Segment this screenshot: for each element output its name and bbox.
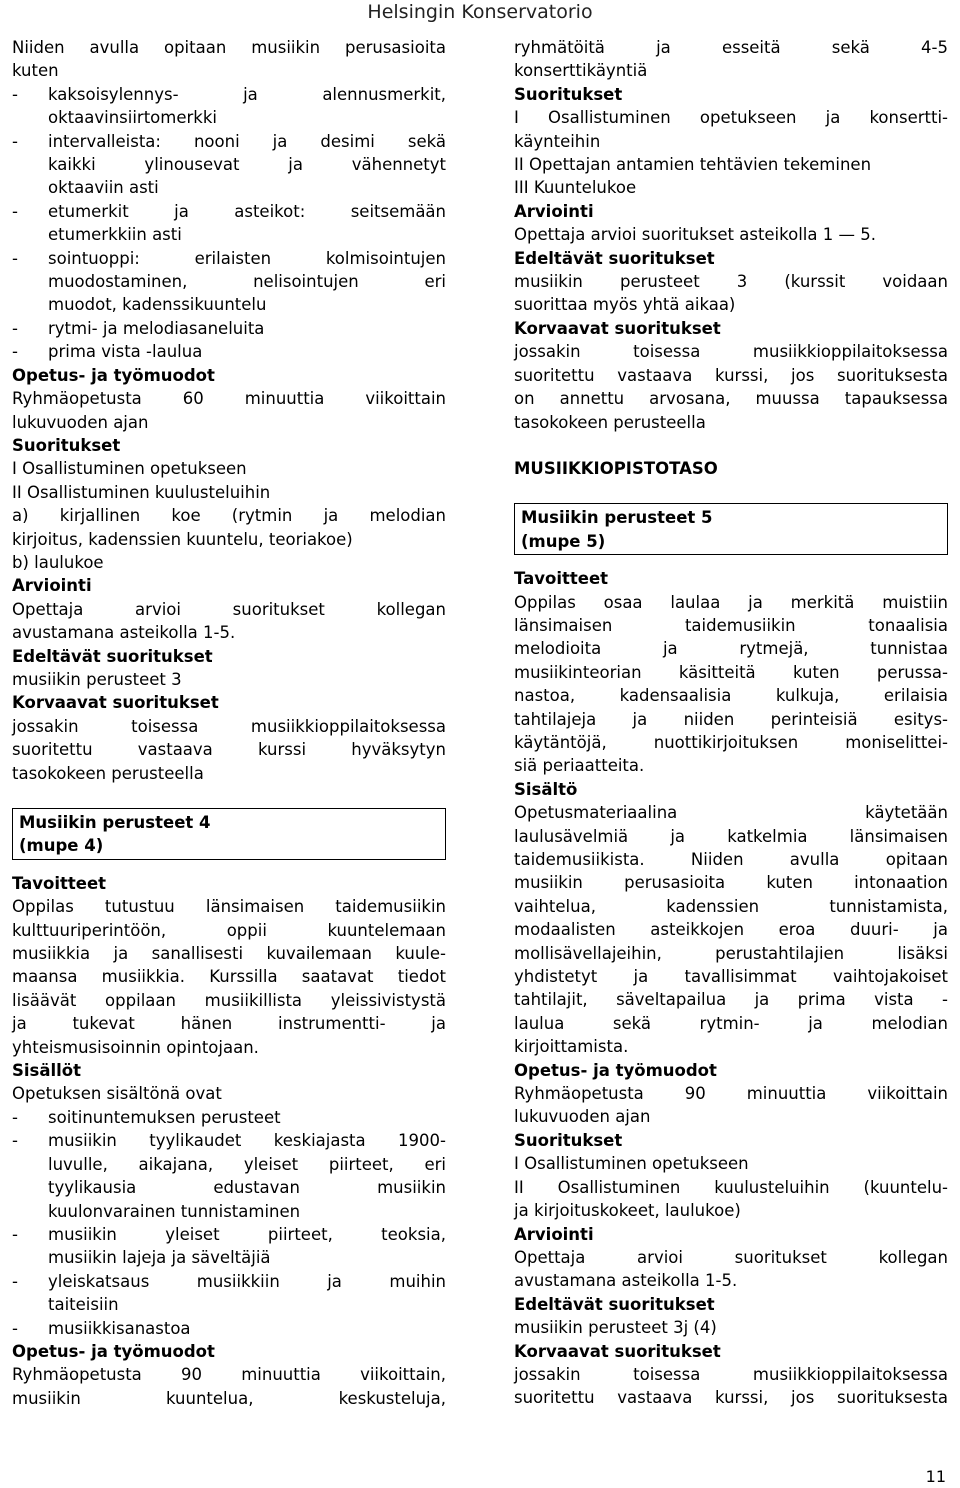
body-line: Opettaja arvioi suoritukset kollegan: [514, 1247, 948, 1267]
body-line: suoritettu vastaava kurssi hyväksytyn: [12, 740, 446, 760]
section-heading: Korvaavat suoritukset: [12, 693, 219, 713]
body-line: suoritettu vastaava kurssi, jos suorituksesta: [514, 365, 948, 385]
body-line: jossakin toisessa musiikkioppilaitoksessa: [514, 1364, 948, 1384]
body-line: ja kirjoituskokeet, laulukoe): [514, 1201, 741, 1221]
list-item-text: muodot, kadenssikuuntelu: [48, 295, 267, 315]
body-line: Ryhmäopetusta 90 minuuttia viikoittain,: [12, 1365, 446, 1385]
list-item: [12, 247, 446, 317]
body-line: lisäävät oppilaan musiikillista yleissivistystä: [12, 990, 446, 1010]
list-item-text: muodostaminen, nelisointujen eri: [48, 272, 446, 292]
body-line: laulua sekä rytmin- ja melodian: [514, 1013, 948, 1033]
section-heading: Suoritukset: [12, 435, 121, 455]
bullet-dash: -: [12, 1131, 18, 1151]
body-line: II Osallistuminen kuulusteluihin: [12, 482, 271, 502]
list-item: [12, 1106, 446, 1129]
body-line: jossakin toisessa musiikkioppilaitoksessa: [12, 716, 446, 736]
body-line: II Opettajan antamien tehtävien tekeminen: [514, 155, 872, 175]
section-heading: Tavoitteet: [12, 873, 107, 893]
section-heading: Opetus- ja työmuodot: [514, 1060, 717, 1080]
body-line: musiikin perusteet 3j (4): [514, 1318, 717, 1338]
intro-line: kuten: [12, 61, 59, 81]
body-line: lukuvuoden ajan: [12, 412, 149, 432]
bullet-dash: -: [12, 84, 18, 104]
body-line: ryhmätöitä ja esseitä sekä 4-5: [514, 38, 948, 57]
bullet-dash: -: [12, 201, 18, 221]
list-item: [12, 1317, 446, 1340]
body-line: taidemusiikista. Niiden avulla opitaan: [514, 850, 948, 869]
list-item-text: musiikin tyylikaudet keskiajasta 1900-: [48, 1131, 446, 1151]
body-line: yhdistetyt ja tavallisimmat vaihtojakoiset: [514, 967, 948, 987]
body-line: Oppilas osaa laulaa ja merkitä muistiin: [514, 592, 948, 612]
body-line: laulusävelmiä ja katkelmia länsimaisen: [514, 826, 948, 846]
level-title: MUSIIKKIOPISTOTASO: [514, 458, 718, 478]
list-item-text: sointuoppi: erilaisten kolmisointujen: [48, 248, 446, 268]
bullet-dash: -: [12, 1271, 18, 1291]
list-item-text: luvulle, aikajana, yleiset piirteet, eri: [48, 1154, 446, 1174]
list-item-text: kuulonvarainen tunnistaminen: [48, 1201, 301, 1221]
body-line: käynteihin: [514, 131, 601, 151]
list-item-text: kaikki ylinousevat ja vähennetyt: [48, 155, 446, 175]
body-line: maansa musiikkia. Kurssilla saatavat tiedot: [12, 967, 446, 987]
body-line: käytäntöjä, nuottikirjoituksen moniselittei-: [514, 732, 948, 752]
body-line: musiikin perusasioita kuten intonaation: [514, 873, 948, 893]
list-item: [12, 1270, 446, 1317]
body-line: tasokokeen perusteella: [514, 412, 706, 432]
body-line: musiikin perusteet 3 (kurssit voidaan: [514, 272, 948, 292]
body-line: Opetusmateriaalina käytetään: [514, 803, 948, 823]
body-line: II Osallistuminen kuulusteluihin (kuuntelu-: [514, 1177, 948, 1197]
body-line: suorittaa myös yhtä aikaa): [514, 295, 736, 315]
list-item: [12, 1129, 446, 1223]
body-line: konserttikäyntiä: [514, 61, 648, 81]
list-item-text: etumerkkiin asti: [48, 225, 182, 245]
body-line: vaihtelua, kadenssien tunnistamista,: [514, 896, 948, 916]
page-header: Helsingin Konservatorio: [367, 1, 593, 23]
list-item: [12, 340, 446, 363]
bullet-dash: -: [12, 1318, 18, 1338]
list-item: [12, 83, 446, 130]
section-heading: Edeltävät suoritukset: [514, 248, 715, 268]
body-line: Ryhmäopetusta 90 minuuttia viikoittain: [514, 1084, 948, 1104]
course-title: Musiikin perusteet 4: [19, 813, 211, 832]
body-line: ja tukevat hänen instrumentti- ja: [12, 1014, 446, 1034]
section-heading: Korvaavat suoritukset: [514, 318, 721, 338]
list-item: [12, 130, 446, 200]
bullet-dash: -: [12, 131, 18, 151]
list-item-text: prima vista -laulua: [48, 342, 203, 362]
body-line: yhteismusisoinnin opintojaan.: [12, 1037, 259, 1057]
body-line: Opettaja arvioi suoritukset kollegan: [12, 599, 446, 619]
list-item-text: taiteisiin: [48, 1295, 119, 1315]
body-line: kirjoitus, kadenssien kuuntelu, teoriakoe): [12, 529, 353, 549]
section-heading: Arviointi: [12, 576, 92, 596]
right-column: [514, 36, 948, 1410]
list-item-text: yleiskatsaus musiikkiin ja muihin: [48, 1271, 446, 1291]
body-line: avustamana asteikolla 1-5.: [12, 623, 236, 643]
bullet-dash: -: [12, 1107, 18, 1127]
body-line: lukuvuoden ajan: [514, 1107, 651, 1127]
list-item: [12, 1223, 446, 1270]
body-line: musiikkia ja sanallisesti kuvailemaan kuule-: [12, 944, 446, 964]
list-item-text: soitinuntemuksen perusteet: [48, 1107, 281, 1127]
list-item-text: oktaaviin asti: [48, 178, 159, 198]
body-line: kulttuuriperintöön, oppii kuuntelemaan: [12, 920, 446, 940]
bullet-dash: -: [12, 1224, 18, 1244]
list-item-text: intervalleista: nooni ja desimi sekä: [48, 131, 446, 151]
course-title-box: [514, 503, 948, 555]
body-line: musiikin kuuntelua, keskusteluja,: [12, 1388, 446, 1408]
list-item-text: etumerkit ja asteikot: seitsemään: [48, 201, 446, 221]
section-heading: Tavoitteet: [514, 569, 609, 589]
section-heading: Sisältö: [514, 779, 578, 799]
body-line: musiikin perusteet 3: [12, 669, 182, 689]
page-number: 11: [925, 1467, 946, 1486]
list-item-text: tyylikausia edustavan musiikin: [48, 1178, 446, 1198]
body-line: a) kirjallinen koe (rytmin ja melodian: [12, 506, 446, 526]
list-item-text: musiikkisanastoa: [48, 1318, 191, 1338]
body-line: mollisävellajeihin, perustahtilajien lisäksi: [514, 943, 948, 963]
list-item-text: oktaavinsiirtomerkki: [48, 108, 217, 128]
body-line: III Kuuntelukoe: [514, 178, 637, 198]
course-code: (mupe 4): [19, 836, 104, 856]
section-heading: Suoritukset: [514, 84, 623, 104]
course-code: (mupe 5): [521, 531, 606, 551]
body-line: siä periaatteita.: [514, 756, 645, 776]
course-title: Musiikin perusteet 5: [521, 508, 713, 528]
bullet-dash: -: [12, 318, 18, 338]
section-heading: Suoritukset: [514, 1130, 623, 1150]
section-heading: Opetus- ja työmuodot: [12, 1341, 215, 1361]
body-line: tahtilajeja ja niiden perinteisiä esitys-: [514, 709, 948, 729]
body-line: Opetuksen sisältönä ovat: [12, 1084, 222, 1104]
body-line: suoritettu vastaava kurssi, jos suorituksesta: [514, 1388, 948, 1408]
bullet-dash: -: [12, 342, 18, 362]
section-heading: Korvaavat suoritukset: [514, 1341, 721, 1361]
body-line: Ryhmäopetusta 60 minuuttia viikoittain: [12, 389, 446, 409]
body-line: nastoa, kadensaalisia kulkuja, erilaisia: [514, 686, 948, 706]
body-line: länsimaisen taidemusiikin tonaalisia: [514, 615, 948, 635]
body-line: Opettaja arvioi suoritukset asteikolla 1 — 5.: [514, 225, 876, 245]
body-line: I Osallistuminen opetukseen: [12, 459, 247, 479]
section-heading: Arviointi: [514, 201, 594, 221]
body-line: musiikinteorian käsitteitä kuten perussa-: [514, 662, 948, 682]
body-line: kirjoittamista.: [514, 1037, 629, 1057]
section-heading: Edeltävät suoritukset: [12, 646, 213, 666]
body-line: jossakin toisessa musiikkioppilaitoksessa: [514, 342, 948, 362]
section-heading: Opetus- ja työmuodot: [12, 365, 215, 385]
body-line: melodioita ja rytmejä, tunnistaa: [514, 639, 948, 659]
body-line: modaalisten asteikkojen eroa duuri- ja: [514, 920, 948, 940]
body-line: tasokokeen perusteella: [12, 763, 204, 783]
list-item-text: musiikin lajeja ja säveltäjiä: [48, 1248, 271, 1268]
section-heading: Arviointi: [514, 1224, 594, 1244]
course-title-box: [12, 808, 446, 860]
section-heading: Sisällöt: [12, 1061, 82, 1081]
list-item-text: musiikin yleiset piirteet, teoksia,: [48, 1224, 446, 1244]
body-line: avustamana asteikolla 1-5.: [514, 1271, 738, 1291]
list-item-text: kaksoisylennys- ja alennusmerkit,: [48, 84, 446, 104]
intro-line: Niiden avulla opitaan musiikin perusasioita: [12, 38, 446, 57]
body-line: Oppilas tutustuu länsimaisen taidemusiikin: [12, 897, 446, 917]
body-line: I Osallistuminen opetukseen: [514, 1154, 749, 1174]
list-item: [12, 317, 446, 340]
body-line: tahtilajit, säveltapailua ja prima vista -: [514, 990, 948, 1010]
section-heading: Edeltävät suoritukset: [514, 1294, 715, 1314]
list-item: [12, 200, 446, 247]
body-line: on annettu arvosana, muussa tapauksessa: [514, 389, 948, 409]
body-line: b) laulukoe: [12, 552, 104, 572]
left-column: [12, 36, 446, 1410]
bullet-dash: -: [12, 248, 18, 268]
list-item-text: rytmi- ja melodiasaneluita: [48, 318, 265, 338]
body-line: I Osallistuminen opetukseen ja konsertti-: [514, 108, 948, 128]
